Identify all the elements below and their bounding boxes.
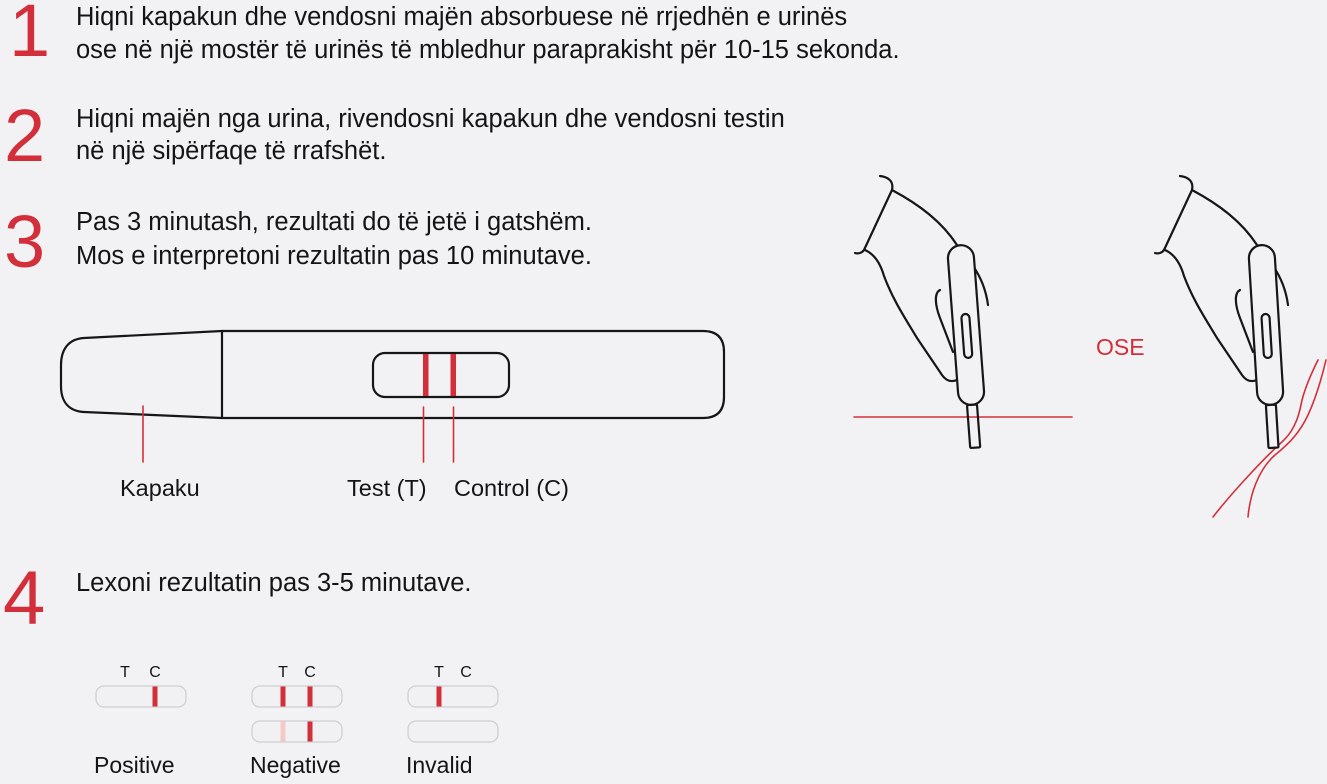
hand-stream-illustration-icon <box>854 176 1072 449</box>
step-1-line-2: ose në një mostër të urinës të mbledhur paraprakisht për 10-15 sekonda. <box>76 36 900 64</box>
step-number-2: 2 <box>4 94 46 177</box>
positive-label: Positive <box>94 752 175 778</box>
step-2-line-2: në një sipërfaqe të rrafshët. <box>76 137 387 165</box>
step-3-line-2: Mos e interpretoni rezultatin pas 10 minutave. <box>76 242 592 270</box>
step-1-text <box>76 1 900 67</box>
step-2-line-1: Hiqni majën nga urina, rivendosni kapakun dhe vendosni testin <box>76 105 785 133</box>
step-number-4: 4 <box>3 556 46 641</box>
control-line <box>451 354 457 396</box>
test-line-label: Test (T) <box>347 475 427 501</box>
control-line <box>308 722 313 742</box>
or-label: OSE <box>1096 334 1145 360</box>
cap-outline <box>61 331 222 418</box>
test-line <box>281 687 286 707</box>
t-label: T <box>434 664 444 681</box>
test-line <box>437 687 442 707</box>
test-device-diagram <box>61 331 724 462</box>
result-strip <box>408 721 498 742</box>
faint-test-line <box>281 722 286 742</box>
result-positive <box>96 664 186 707</box>
test-line <box>423 354 429 396</box>
control-line <box>153 687 158 707</box>
hand-cup-illustration-icon <box>1155 176 1326 517</box>
negative-label: Negative <box>250 752 341 778</box>
t-label: T <box>120 664 130 681</box>
result-strip <box>96 686 186 707</box>
step-4-line-1: Lexoni rezultatin pas 3-5 minutave. <box>76 569 472 597</box>
control-line-label: Control (C) <box>454 475 569 501</box>
device-body-outline <box>222 331 724 418</box>
result-strip <box>252 721 342 742</box>
t-label: T <box>278 664 288 681</box>
control-line <box>308 687 313 707</box>
c-label: C <box>304 664 316 681</box>
result-window <box>373 353 509 397</box>
step-3-line-1: Pas 3 minutash, rezultati do të jetë i gatshëm. <box>76 208 592 236</box>
step-3-text <box>76 205 592 273</box>
c-label: C <box>460 664 472 681</box>
step-number-1: 1 <box>9 0 51 72</box>
result-negative <box>252 664 342 742</box>
step-2-text <box>76 103 785 167</box>
invalid-label: Invalid <box>406 752 473 778</box>
result-strip <box>408 686 498 707</box>
test-stick-icon <box>947 244 988 448</box>
step-1-line-1: Hiqni kapakun dhe vendosni majën absorbuese në rrjedhën e urinës <box>76 3 848 31</box>
test-stick-icon <box>1248 244 1286 448</box>
result-strip <box>252 686 342 707</box>
cap-label: Kapaku <box>120 475 200 501</box>
c-label: C <box>149 664 161 681</box>
step-number-3: 3 <box>4 200 46 283</box>
result-invalid <box>408 664 498 742</box>
step-4-text <box>76 567 471 600</box>
